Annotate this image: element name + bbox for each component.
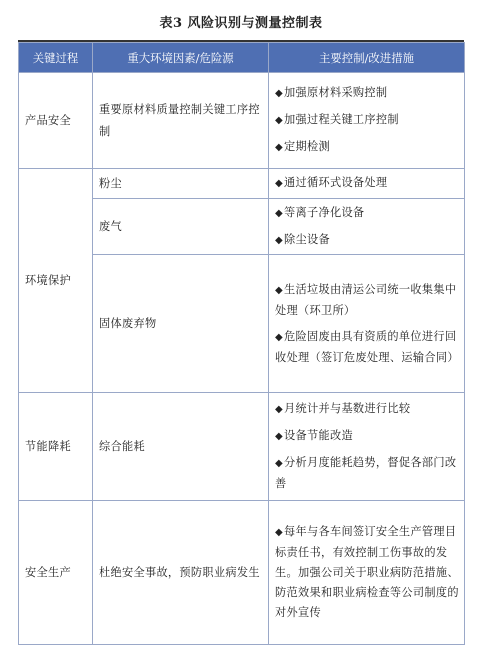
- measure-item: ◆设备节能改造: [275, 429, 353, 442]
- process-cell: 产品安全: [19, 73, 93, 169]
- diamond-bullet-icon: ◆: [275, 178, 283, 189]
- header-key-process: 关键过程: [19, 43, 93, 73]
- measures-cell: [269, 501, 465, 645]
- header-factor: 重大环境因素/危险源: [93, 43, 269, 73]
- measures-cell: [269, 393, 465, 501]
- table-header-row: [19, 43, 465, 73]
- table-row: [19, 393, 465, 501]
- factor-cell: [93, 393, 269, 501]
- measure-item: ◆分析月度能耗趋势，督促各部门改善: [275, 456, 457, 490]
- measure-item: ◆每年与各车间签订安全生产管理目标责任书，有效控制工伤事故的发生。加强公司关于职业病防范措施、防范效果和职业病检查等公司制度的对外宣传: [275, 525, 459, 619]
- diamond-bullet-icon: ◆: [275, 234, 283, 246]
- factor-text: 粉尘: [99, 176, 122, 190]
- measure-item: ◆加强过程关键工序控制: [275, 113, 399, 126]
- diamond-bullet-icon: ◆: [275, 431, 283, 442]
- factor-cell: [93, 255, 269, 393]
- table-title: 表3 风险识别与测量控制表: [159, 16, 323, 31]
- measure-item: ◆生活垃圾由清运公司统一收集集中处理（环卫所）: [275, 282, 457, 317]
- measure-item: ◆月统计并与基数进行比较: [275, 402, 411, 415]
- measure-item: ◆加强原材料采购控制: [275, 86, 388, 99]
- measure-item: ◆通过循环式设备处理: [275, 176, 388, 189]
- factor-cell: [93, 73, 269, 169]
- diamond-bullet-icon: ◆: [275, 88, 283, 99]
- process-cell: 节能降耗: [19, 393, 93, 501]
- table-row: [19, 73, 465, 169]
- process-cell: 环境保护: [19, 169, 93, 393]
- measure-item: ◆除尘设备: [275, 232, 330, 246]
- factor-cell: [93, 501, 269, 645]
- risk-control-table: [18, 42, 465, 645]
- factor-cell: [93, 199, 269, 255]
- factor-text: 综合能耗: [99, 439, 145, 453]
- factor-text: 废气: [99, 219, 122, 233]
- header-measures: 主要控制/改进措施: [269, 43, 465, 73]
- table-row: [19, 501, 465, 645]
- measure-item: ◆危险固废由具有资质的单位进行回收处理（签订危废处理、运输合同）: [275, 329, 459, 364]
- diamond-bullet-icon: ◆: [275, 115, 283, 126]
- factor-cell: [93, 169, 269, 199]
- diamond-bullet-icon: ◆: [275, 284, 283, 296]
- factor-text: 重要原材料质量控制关键工序控制: [99, 102, 260, 138]
- measures-cell: [269, 73, 465, 169]
- measures-cell: [269, 255, 465, 393]
- diamond-bullet-icon: ◆: [275, 527, 283, 538]
- table-row: [19, 169, 465, 199]
- factor-text: 固体废弃物: [99, 316, 157, 330]
- measure-item: ◆定期检测: [275, 140, 330, 153]
- diamond-bullet-icon: ◆: [275, 207, 283, 219]
- diamond-bullet-icon: ◆: [275, 142, 283, 153]
- measures-cell: [269, 199, 465, 255]
- factor-text: 杜绝安全事故，预防职业病发生: [99, 565, 260, 579]
- process-cell: 安全生产: [19, 501, 93, 645]
- diamond-bullet-icon: ◆: [275, 404, 283, 415]
- measure-item: ◆等离子净化设备: [275, 205, 365, 219]
- measures-cell: [269, 169, 465, 199]
- diamond-bullet-icon: ◆: [275, 331, 283, 343]
- diamond-bullet-icon: ◆: [275, 458, 283, 469]
